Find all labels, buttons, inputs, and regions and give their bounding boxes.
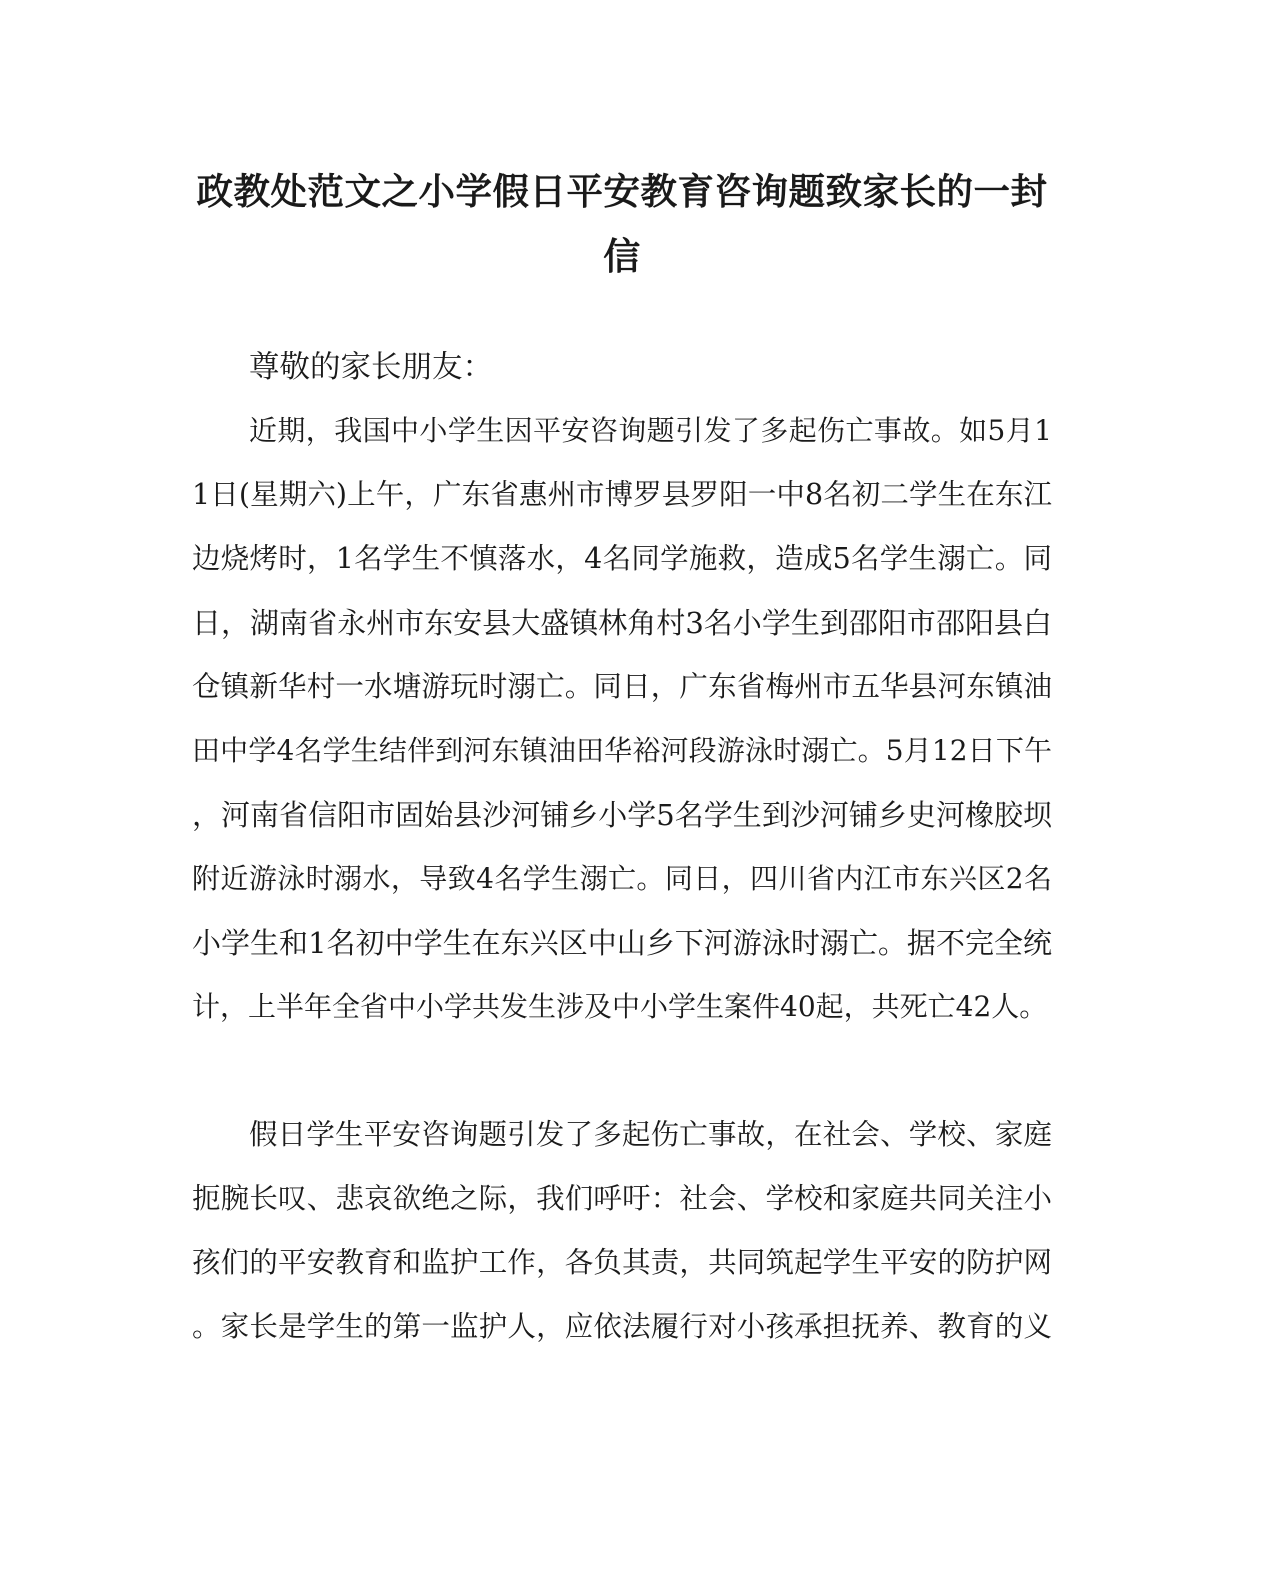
paragraph-line: 扼腕长叹、悲哀欲绝之际，我们呼吁：社会、学校和家庭共同关注小 [192, 1182, 1052, 1215]
paragraph-line: ，河南省信阳市固始县沙河铺乡小学5名学生到沙河铺乡史河橡胶坝 [192, 798, 1052, 832]
paragraph-line: 假日学生平安咨询题引发了多起伤亡事故，在社会、学校、家庭 [249, 1118, 1052, 1151]
paragraph-line: 近期，我国中小学生因平安咨询题引发了多起伤亡事故。如5月1 [249, 414, 1052, 447]
document-title-line-2: 信 [603, 235, 641, 278]
paragraph-line: 附近游泳时溺水，导致4名学生溺亡。同日，四川省内江市东兴区2名 [192, 862, 1052, 895]
paragraph-line: 孩们的平安教育和监护工作，各负其责，共同筑起学生平安的防护网 [192, 1246, 1052, 1279]
paragraph-line: 仓镇新华村一水塘游玩时溺亡。同日，广东省梅州市五华县河东镇油 [192, 670, 1052, 703]
paragraph-line: 计，上半年全省中小学共发生涉及中小学生案件40起，共死亡42人。 [192, 990, 1048, 1023]
paragraph-line: 日，湖南省永州市东安县大盛镇林角村3名小学生到邵阳市邵阳县白 [192, 606, 1052, 640]
document-title-line-1: 政教处范文之小学假日平安教育咨询题致家长的一封 [196, 170, 1048, 213]
paragraph-line: 小学生和1名初中学生在东兴区中山乡下河游泳时溺亡。据不完全统 [192, 926, 1052, 960]
paragraph-line: 。家长是学生的第一监护人，应依法履行对小孩承担抚养、教育的义 [192, 1310, 1052, 1343]
paragraph-line: 1日(星期六)上午，广东省惠州市博罗县罗阳一中8名初二学生在东江 [192, 478, 1052, 511]
salutation: 尊敬的家长朋友： [249, 350, 493, 385]
paragraph-line: 田中学4名学生结伴到河东镇油田华裕河段游泳时溺亡。5月12日下午 [192, 734, 1052, 767]
paragraph-line: 边烧烤时，1名学生不慎落水，4名同学施救，造成5名学生溺亡。同 [192, 542, 1052, 575]
